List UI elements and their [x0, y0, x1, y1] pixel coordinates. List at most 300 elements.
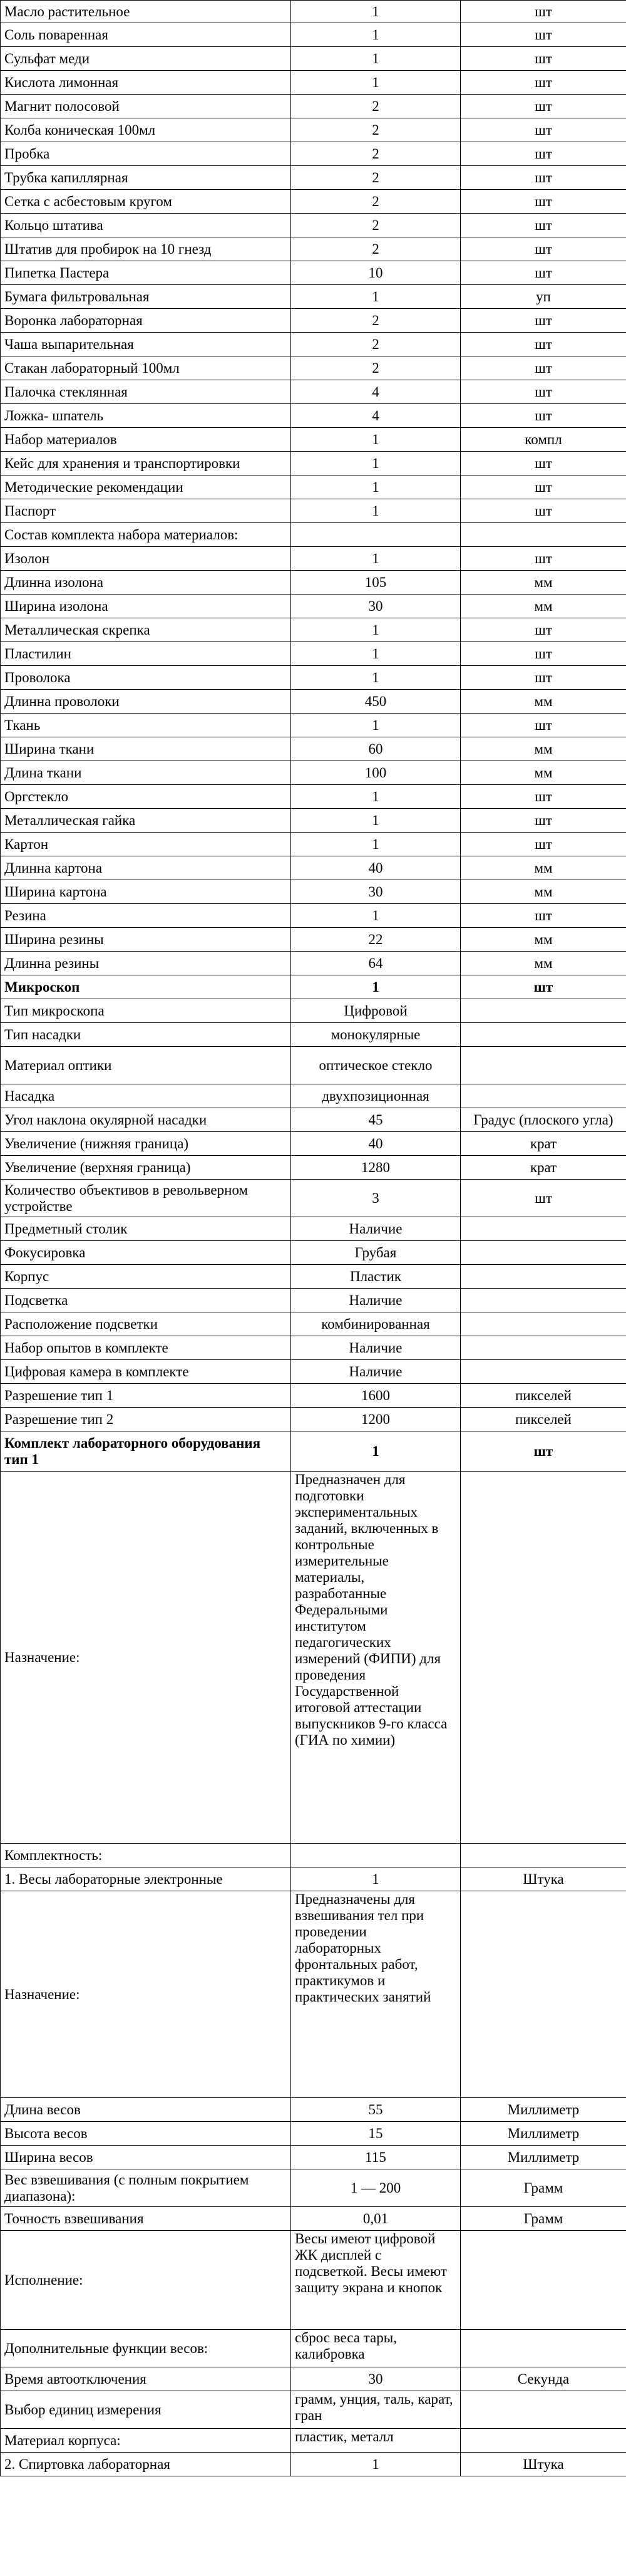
- item-value-cell: 1 — 200: [291, 2169, 461, 2207]
- item-unit-cell: шт: [461, 499, 626, 523]
- item-value-cell: 1: [291, 475, 461, 499]
- item-unit-cell: шт: [461, 237, 626, 261]
- table-row: [1, 2453, 626, 2476]
- item-unit-cell: [461, 1472, 626, 1844]
- item-name-cell: Комплектность:: [1, 1844, 291, 1867]
- item-name-cell: Предметный столик: [1, 1217, 291, 1241]
- item-unit-cell: Миллиметр: [461, 2122, 626, 2146]
- item-unit-cell: пикселей: [461, 1408, 626, 1431]
- item-value-cell: [291, 523, 461, 547]
- table-row: [1, 1180, 626, 1217]
- item-unit-cell: шт: [461, 833, 626, 856]
- item-value-cell: Грубая: [291, 1241, 461, 1265]
- item-name-cell: Длина ткани: [1, 761, 291, 785]
- table-row: [1, 666, 626, 690]
- table-row: [1, 23, 626, 47]
- table-row: [1, 1360, 626, 1384]
- item-value-cell: 1280: [291, 1156, 461, 1180]
- item-value-cell: оптическое стекло: [291, 1047, 461, 1084]
- table-row: [1, 428, 626, 452]
- table-row: [1, 356, 626, 380]
- item-unit-cell: мм: [461, 690, 626, 714]
- item-value-cell: 1: [291, 833, 461, 856]
- item-unit-cell: [461, 523, 626, 547]
- table-row: [1, 1023, 626, 1047]
- item-name-cell: Корпус: [1, 1265, 291, 1289]
- item-value-cell: 2: [291, 190, 461, 214]
- table-row: [1, 380, 626, 404]
- item-unit-cell: [461, 1844, 626, 1867]
- item-value-cell: 2: [291, 118, 461, 142]
- item-name-cell: Пипетка Пастера: [1, 261, 291, 285]
- item-unit-cell: [461, 1891, 626, 2098]
- item-unit-cell: шт: [461, 166, 626, 190]
- item-unit-cell: шт: [461, 1180, 626, 1217]
- item-name-cell: Бумага фильтровальная: [1, 285, 291, 309]
- table-row: [1, 785, 626, 809]
- item-value-cell: Весы имеют цифровой ЖК дисплей с подсветкой. Весы имеют защиту экрана и кнопок: [291, 2231, 461, 2330]
- item-unit-cell: [461, 1360, 626, 1384]
- item-value-cell: 1: [291, 499, 461, 523]
- item-unit-cell: мм: [461, 856, 626, 880]
- table-row: [1, 2391, 626, 2429]
- item-unit-cell: шт: [461, 547, 626, 571]
- item-unit-cell: шт: [461, 904, 626, 928]
- item-value-cell: 1: [291, 785, 461, 809]
- item-name-cell: Стакан лабораторный 100мл: [1, 356, 291, 380]
- item-name-cell: Материал оптики: [1, 1047, 291, 1084]
- item-name-cell: Пробка: [1, 142, 291, 166]
- item-unit-cell: мм: [461, 595, 626, 618]
- item-name-cell: Длинна проволоки: [1, 690, 291, 714]
- item-unit-cell: шт: [461, 785, 626, 809]
- item-value-cell: 60: [291, 737, 461, 761]
- table-row: [1, 285, 626, 309]
- item-unit-cell: Градус (плоского угла): [461, 1108, 626, 1132]
- table-row: [1, 618, 626, 642]
- item-name-cell: Точность взвешивания: [1, 2207, 291, 2231]
- table-row: [1, 1217, 626, 1241]
- item-unit-cell: крат: [461, 1132, 626, 1156]
- item-unit-cell: [461, 2330, 626, 2367]
- table-row: [1, 1, 626, 23]
- item-name-cell: Воронка лабораторная: [1, 309, 291, 333]
- table-row: [1, 499, 626, 523]
- item-name-cell: Микроскоп: [1, 975, 291, 999]
- item-name-cell: Паспорт: [1, 499, 291, 523]
- item-name-cell: Набор опытов в комплекте: [1, 1336, 291, 1360]
- item-name-cell: Состав комплекта набора материалов:: [1, 523, 291, 547]
- table-row: [1, 1108, 626, 1132]
- item-unit-cell: шт: [461, 380, 626, 404]
- table-row: [1, 690, 626, 714]
- item-value-cell: 1: [291, 547, 461, 571]
- item-name-cell: Колба коническая 100мл: [1, 118, 291, 142]
- item-unit-cell: уп: [461, 285, 626, 309]
- item-value-cell: Наличие: [291, 1289, 461, 1312]
- item-value-cell: Наличие: [291, 1336, 461, 1360]
- item-value-cell: 30: [291, 2367, 461, 2391]
- item-name-cell: Ширина резины: [1, 928, 291, 952]
- table-row: [1, 2231, 626, 2330]
- item-name-cell: Резина: [1, 904, 291, 928]
- item-unit-cell: [461, 1241, 626, 1265]
- item-value-cell: 2: [291, 142, 461, 166]
- item-value-cell: 4: [291, 380, 461, 404]
- item-name-cell: Исполнение:: [1, 2231, 291, 2330]
- table-row: [1, 333, 626, 356]
- table-row: [1, 904, 626, 928]
- item-name-cell: 1. Весы лабораторные электронные: [1, 1867, 291, 1891]
- item-name-cell: Чаша выпарительная: [1, 333, 291, 356]
- item-unit-cell: пикселей: [461, 1384, 626, 1408]
- item-name-cell: Картон: [1, 833, 291, 856]
- item-value-cell: 0,01: [291, 2207, 461, 2231]
- item-name-cell: Металлическая скрепка: [1, 618, 291, 642]
- item-name-cell: 2. Спиртовка лабораторная: [1, 2453, 291, 2476]
- item-name-cell: Тип насадки: [1, 1023, 291, 1047]
- item-value-cell: 2: [291, 333, 461, 356]
- item-name-cell: Дополнительные функции весов:: [1, 2330, 291, 2367]
- item-value-cell: 2: [291, 309, 461, 333]
- item-name-cell: Ширина ткани: [1, 737, 291, 761]
- table-row: [1, 952, 626, 975]
- item-unit-cell: шт: [461, 118, 626, 142]
- item-unit-cell: шт: [461, 809, 626, 833]
- table-row: [1, 1384, 626, 1408]
- table-row: [1, 880, 626, 904]
- item-name-cell: Пластилин: [1, 642, 291, 666]
- table-row: [1, 1312, 626, 1336]
- item-name-cell: Материал корпуса:: [1, 2429, 291, 2453]
- item-value-cell: 1: [291, 1431, 461, 1472]
- item-name-cell: Количество объективов в револьверном устройстве: [1, 1180, 291, 1217]
- item-unit-cell: [461, 1047, 626, 1084]
- item-unit-cell: крат: [461, 1156, 626, 1180]
- item-unit-cell: [461, 999, 626, 1023]
- item-value-cell: 1600: [291, 1384, 461, 1408]
- item-value-cell: 15: [291, 2122, 461, 2146]
- item-value-cell: 1: [291, 47, 461, 71]
- item-value-cell: 1: [291, 285, 461, 309]
- item-unit-cell: Миллиметр: [461, 2098, 626, 2122]
- item-name-cell: Трубка капиллярная: [1, 166, 291, 190]
- item-unit-cell: мм: [461, 952, 626, 975]
- table-row: [1, 261, 626, 285]
- item-name-cell: Ложка- шпатель: [1, 404, 291, 428]
- item-unit-cell: шт: [461, 452, 626, 475]
- item-name-cell: Расположение подсветки: [1, 1312, 291, 1336]
- item-value-cell: Наличие: [291, 1217, 461, 1241]
- item-value-cell: сброс веса тары, калибровка: [291, 2330, 461, 2367]
- item-value-cell: 64: [291, 952, 461, 975]
- item-name-cell: Вес взвешивания (с полным покрытием диапазона):: [1, 2169, 291, 2207]
- item-unit-cell: Грамм: [461, 2207, 626, 2231]
- item-name-cell: Соль поваренная: [1, 23, 291, 47]
- item-unit-cell: шт: [461, 404, 626, 428]
- item-value-cell: Цифровой: [291, 999, 461, 1023]
- item-unit-cell: [461, 2429, 626, 2453]
- table-row: [1, 1472, 626, 1844]
- item-value-cell: 2: [291, 237, 461, 261]
- item-name-cell: Масло растительное: [1, 1, 291, 23]
- item-name-cell: Ширина изолона: [1, 595, 291, 618]
- item-unit-cell: шт: [461, 214, 626, 237]
- table-row: [1, 809, 626, 833]
- table-row: [1, 2429, 626, 2453]
- item-name-cell: Тип микроскопа: [1, 999, 291, 1023]
- item-value-cell: 1: [291, 809, 461, 833]
- table-row: [1, 2367, 626, 2391]
- item-value-cell: 1: [291, 1867, 461, 1891]
- item-unit-cell: шт: [461, 1, 626, 23]
- item-value-cell: Предназначены для взвешивания тел при проведении лабораторных фронтальных работ, практикумов и практических занятий: [291, 1891, 461, 2098]
- item-name-cell: Набор материалов: [1, 428, 291, 452]
- item-name-cell: Ткань: [1, 714, 291, 737]
- item-unit-cell: [461, 2231, 626, 2330]
- item-unit-cell: мм: [461, 880, 626, 904]
- item-name-cell: Разрешение тип 2: [1, 1408, 291, 1431]
- item-name-cell: Изолон: [1, 547, 291, 571]
- table-row: [1, 1867, 626, 1891]
- item-value-cell: 3: [291, 1180, 461, 1217]
- item-unit-cell: мм: [461, 571, 626, 595]
- item-value-cell: 40: [291, 1132, 461, 1156]
- table-row: [1, 975, 626, 999]
- table-row: [1, 71, 626, 95]
- item-name-cell: Металлическая гайка: [1, 809, 291, 833]
- item-value-cell: 450: [291, 690, 461, 714]
- item-unit-cell: Грамм: [461, 2169, 626, 2207]
- item-unit-cell: [461, 1084, 626, 1108]
- item-value-cell: 40: [291, 856, 461, 880]
- item-unit-cell: компл: [461, 428, 626, 452]
- item-name-cell: Палочка стеклянная: [1, 380, 291, 404]
- item-value-cell: 1: [291, 428, 461, 452]
- item-unit-cell: мм: [461, 761, 626, 785]
- item-value-cell: 1: [291, 618, 461, 642]
- item-value-cell: 115: [291, 2146, 461, 2169]
- item-value-cell: 1: [291, 1, 461, 23]
- table-row: [1, 2122, 626, 2146]
- table-row: [1, 833, 626, 856]
- item-name-cell: Длинна картона: [1, 856, 291, 880]
- item-value-cell: 1: [291, 71, 461, 95]
- table-row: [1, 2330, 626, 2367]
- item-unit-cell: Штука: [461, 2453, 626, 2476]
- table-row: [1, 190, 626, 214]
- item-name-cell: Штатив для пробирок на 10 гнезд: [1, 237, 291, 261]
- item-name-cell: Угол наклона окулярной насадки: [1, 1108, 291, 1132]
- item-unit-cell: шт: [461, 642, 626, 666]
- item-unit-cell: шт: [461, 356, 626, 380]
- table-row: [1, 452, 626, 475]
- item-name-cell: Длина весов: [1, 2098, 291, 2122]
- table-row: [1, 571, 626, 595]
- table-row: [1, 404, 626, 428]
- table-row: [1, 1047, 626, 1084]
- item-value-cell: двухпозиционная: [291, 1084, 461, 1108]
- item-unit-cell: [461, 1265, 626, 1289]
- table-row: [1, 642, 626, 666]
- item-name-cell: Фокусировка: [1, 1241, 291, 1265]
- item-value-cell: 1: [291, 904, 461, 928]
- item-name-cell: Подсветка: [1, 1289, 291, 1312]
- item-name-cell: Высота весов: [1, 2122, 291, 2146]
- item-name-cell: Проволока: [1, 666, 291, 690]
- table-row: [1, 1891, 626, 2098]
- item-name-cell: Время автоотключения: [1, 2367, 291, 2391]
- table-row: [1, 856, 626, 880]
- table-row: [1, 1265, 626, 1289]
- item-value-cell: 105: [291, 571, 461, 595]
- item-name-cell: Выбор единиц измерения: [1, 2391, 291, 2429]
- table-row: [1, 1289, 626, 1312]
- table-row: [1, 237, 626, 261]
- item-name-cell: Кольцо штатива: [1, 214, 291, 237]
- item-name-cell: Разрешение тип 1: [1, 1384, 291, 1408]
- item-unit-cell: шт: [461, 975, 626, 999]
- item-name-cell: Ширина весов: [1, 2146, 291, 2169]
- item-value-cell: 22: [291, 928, 461, 952]
- table-row: [1, 761, 626, 785]
- item-unit-cell: мм: [461, 737, 626, 761]
- table-row: [1, 1084, 626, 1108]
- item-name-cell: Насадка: [1, 1084, 291, 1108]
- table-row: [1, 47, 626, 71]
- table-row: [1, 309, 626, 333]
- item-value-cell: 10: [291, 261, 461, 285]
- table-row: [1, 714, 626, 737]
- item-unit-cell: [461, 1312, 626, 1336]
- item-name-cell: Методические рекомендации: [1, 475, 291, 499]
- item-value-cell: 1: [291, 714, 461, 737]
- item-unit-cell: Штука: [461, 1867, 626, 1891]
- table-row: [1, 547, 626, 571]
- item-unit-cell: шт: [461, 475, 626, 499]
- item-value-cell: 2: [291, 356, 461, 380]
- item-unit-cell: Секунда: [461, 2367, 626, 2391]
- item-value-cell: комбинированная: [291, 1312, 461, 1336]
- item-unit-cell: шт: [461, 618, 626, 642]
- item-value-cell: 2: [291, 95, 461, 118]
- item-unit-cell: шт: [461, 666, 626, 690]
- item-value-cell: 100: [291, 761, 461, 785]
- item-unit-cell: шт: [461, 47, 626, 71]
- item-name-cell: Сульфат меди: [1, 47, 291, 71]
- table-row: [1, 1241, 626, 1265]
- table-row: [1, 1844, 626, 1867]
- item-value-cell: [291, 1844, 461, 1867]
- item-unit-cell: шт: [461, 1431, 626, 1472]
- item-value-cell: монокулярные: [291, 1023, 461, 1047]
- table-row: [1, 142, 626, 166]
- item-value-cell: 1200: [291, 1408, 461, 1431]
- item-unit-cell: шт: [461, 261, 626, 285]
- table-row: [1, 2207, 626, 2231]
- item-unit-cell: шт: [461, 714, 626, 737]
- table-row: [1, 523, 626, 547]
- table-row: [1, 2098, 626, 2122]
- item-name-cell: Ширина картона: [1, 880, 291, 904]
- table-row: [1, 1408, 626, 1431]
- item-value-cell: Предназначен для подготовки экспериментальных заданий, включенных в контрольные измерительные материалы, разработанные Федеральными институтом педагогических измерений (ФИПИ) для проведения Государственной итоговой аттестации выпускников 9-го класса (ГИА по химии): [291, 1472, 461, 1844]
- table-row: [1, 928, 626, 952]
- item-name-cell: Кислота лимонная: [1, 71, 291, 95]
- item-value-cell: 30: [291, 595, 461, 618]
- item-unit-cell: Миллиметр: [461, 2146, 626, 2169]
- table-row: [1, 95, 626, 118]
- item-name-cell: Длинна резины: [1, 952, 291, 975]
- table-row: [1, 214, 626, 237]
- item-value-cell: пластик, металл: [291, 2429, 461, 2453]
- item-unit-cell: шт: [461, 190, 626, 214]
- item-name-cell: Кейс для хранения и транспортировки: [1, 452, 291, 475]
- item-value-cell: 45: [291, 1108, 461, 1132]
- item-name-cell: Назначение:: [1, 1891, 291, 2098]
- item-unit-cell: шт: [461, 71, 626, 95]
- item-value-cell: 2: [291, 166, 461, 190]
- item-value-cell: 30: [291, 880, 461, 904]
- item-value-cell: 4: [291, 404, 461, 428]
- item-unit-cell: мм: [461, 928, 626, 952]
- table-row: [1, 595, 626, 618]
- item-name-cell: Назначение:: [1, 1472, 291, 1844]
- item-value-cell: 1: [291, 975, 461, 999]
- item-unit-cell: шт: [461, 309, 626, 333]
- item-value-cell: грамм, унция, таль, карат, гран: [291, 2391, 461, 2429]
- item-unit-cell: шт: [461, 95, 626, 118]
- item-name-cell: Оргстекло: [1, 785, 291, 809]
- item-value-cell: Наличие: [291, 1360, 461, 1384]
- item-name-cell: Комплект лабораторного оборудования тип 1: [1, 1431, 291, 1472]
- item-value-cell: 1: [291, 452, 461, 475]
- item-name-cell: Увеличение (верхняя граница): [1, 1156, 291, 1180]
- table-row: [1, 1336, 626, 1360]
- item-unit-cell: шт: [461, 23, 626, 47]
- table-row: [1, 475, 626, 499]
- table-row: [1, 1431, 626, 1472]
- item-unit-cell: шт: [461, 333, 626, 356]
- item-value-cell: 1: [291, 666, 461, 690]
- item-name-cell: Магнит полосовой: [1, 95, 291, 118]
- table-body: [1, 1, 626, 2476]
- item-name-cell: Сетка с асбестовым кругом: [1, 190, 291, 214]
- item-unit-cell: [461, 1289, 626, 1312]
- item-unit-cell: шт: [461, 142, 626, 166]
- table-row: [1, 118, 626, 142]
- item-value-cell: 55: [291, 2098, 461, 2122]
- item-value-cell: 1: [291, 2453, 461, 2476]
- table-row: [1, 999, 626, 1023]
- item-name-cell: Увеличение (нижняя граница): [1, 1132, 291, 1156]
- table-row: [1, 737, 626, 761]
- item-name-cell: Цифровая камера в комплекте: [1, 1360, 291, 1384]
- item-unit-cell: [461, 1217, 626, 1241]
- item-value-cell: 1: [291, 642, 461, 666]
- item-unit-cell: [461, 1023, 626, 1047]
- item-name-cell: Длинна изолона: [1, 571, 291, 595]
- table-row: [1, 166, 626, 190]
- table-row: [1, 2146, 626, 2169]
- item-value-cell: 2: [291, 214, 461, 237]
- item-unit-cell: [461, 2391, 626, 2429]
- table-row: [1, 1156, 626, 1180]
- item-unit-cell: [461, 1336, 626, 1360]
- item-value-cell: Пластик: [291, 1265, 461, 1289]
- table-row: [1, 2169, 626, 2207]
- table-row: [1, 1132, 626, 1156]
